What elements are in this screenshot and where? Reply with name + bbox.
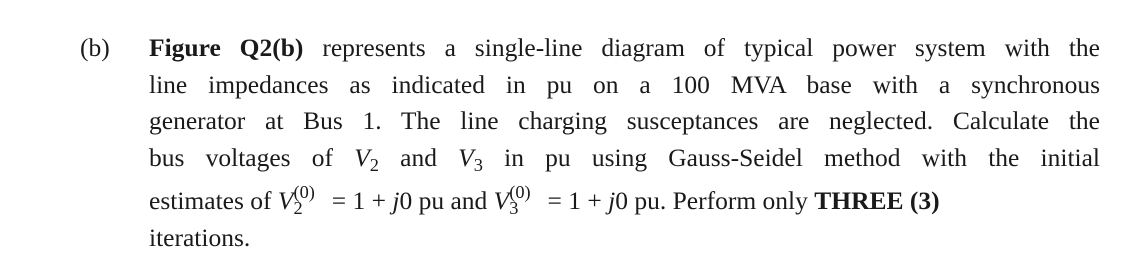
- text-line-3: generator at Bus 1. The line charging susceptances are neglected. Calculate the: [149, 106, 1100, 135]
- question-label: (b): [80, 33, 110, 62]
- text-line-1-rest: represents a single-line diagram of typical power system with the: [303, 33, 1100, 62]
- iterations-emphasis: THREE (3): [814, 186, 940, 216]
- text-line-2: line impedances as indicated in pu on a 100 MVA base with a synchronous: [149, 69, 1100, 99]
- v3-symbol: $V_3$: [458, 142, 483, 175]
- v3-initial-estimate: V: [493, 186, 510, 216]
- text-line-4: bus voltages of $V_2$ and $V_3$ in pu using Gauss-Seidel method with the initial: [149, 142, 1101, 175]
- v2-initial-estimate: V: [277, 186, 294, 216]
- question-text: [149, 30, 1100, 256]
- v2-symbol: $V_2$: [354, 142, 379, 175]
- figure-reference: Figure Q2(b): [149, 33, 304, 62]
- text-line-5: estimates of V (0) 2 = 1 + j0 pu and V (0) 3 = 1 + j0 pu. Perform only THREE (3): [149, 181, 940, 219]
- text-line-1: [149, 30, 1100, 67]
- text-line-6: iterations.: [149, 222, 251, 252]
